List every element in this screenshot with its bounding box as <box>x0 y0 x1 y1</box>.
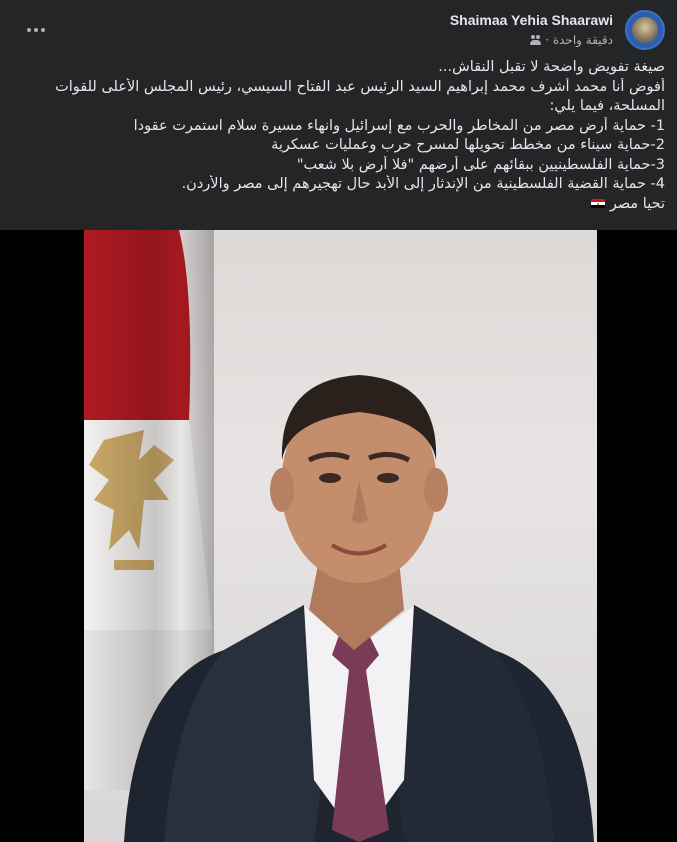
post-photo[interactable] <box>84 230 597 842</box>
post-line: 2-حماية سيناء من مخطط تحويلها لمسرح حرب وعمليات عسكرية <box>271 137 665 153</box>
egypt-flag-icon <box>591 199 605 209</box>
author-name-link[interactable]: Shaimaa Yehia Shaarawi <box>449 12 613 28</box>
post-line: 1- حماية أرض مصر من المخاطر والحرب مع إسرائيل وانهاء مسيرة سلام استمرت عقودا <box>133 117 665 134</box>
avatar-image <box>632 17 658 43</box>
closing-text: تحيا مصر <box>609 195 665 212</box>
author-avatar[interactable] <box>625 10 665 50</box>
more-dot-icon <box>41 28 45 32</box>
friends-icon[interactable] <box>530 35 542 45</box>
post-line-closing <box>12 195 665 215</box>
post-header <box>12 8 665 56</box>
more-dot-icon <box>27 28 31 32</box>
more-dot-icon <box>34 28 38 32</box>
post-line: صيغة تفويض واضحة لا تقبل النقاش... <box>438 59 665 75</box>
post-text <box>12 58 665 214</box>
post-line: 4- حماية القضية الفلسطينية من الإندثار إلى الأبد حال تهجيرهم إلى مصر والأردن. <box>181 176 665 192</box>
post-line: 3-حماية الفلسطينيين ببقائهم على أرضهم "فلا أرض بلا شعب" <box>296 156 665 173</box>
post-timestamp[interactable]: دقيقة واحدة · <box>545 33 613 47</box>
post-line: أفوض أنا محمد أشرف محمد إبراهيم السيد الرئيس عبد الفتاح السيسي، رئيس المجلس الأعلى للقوات <box>55 78 665 95</box>
post-line: المسلحة، فيما يلي: <box>549 98 665 114</box>
portrait-figure <box>104 350 597 842</box>
more-options-button[interactable] <box>26 26 46 34</box>
post-meta <box>530 33 613 47</box>
post-media[interactable] <box>0 230 677 842</box>
